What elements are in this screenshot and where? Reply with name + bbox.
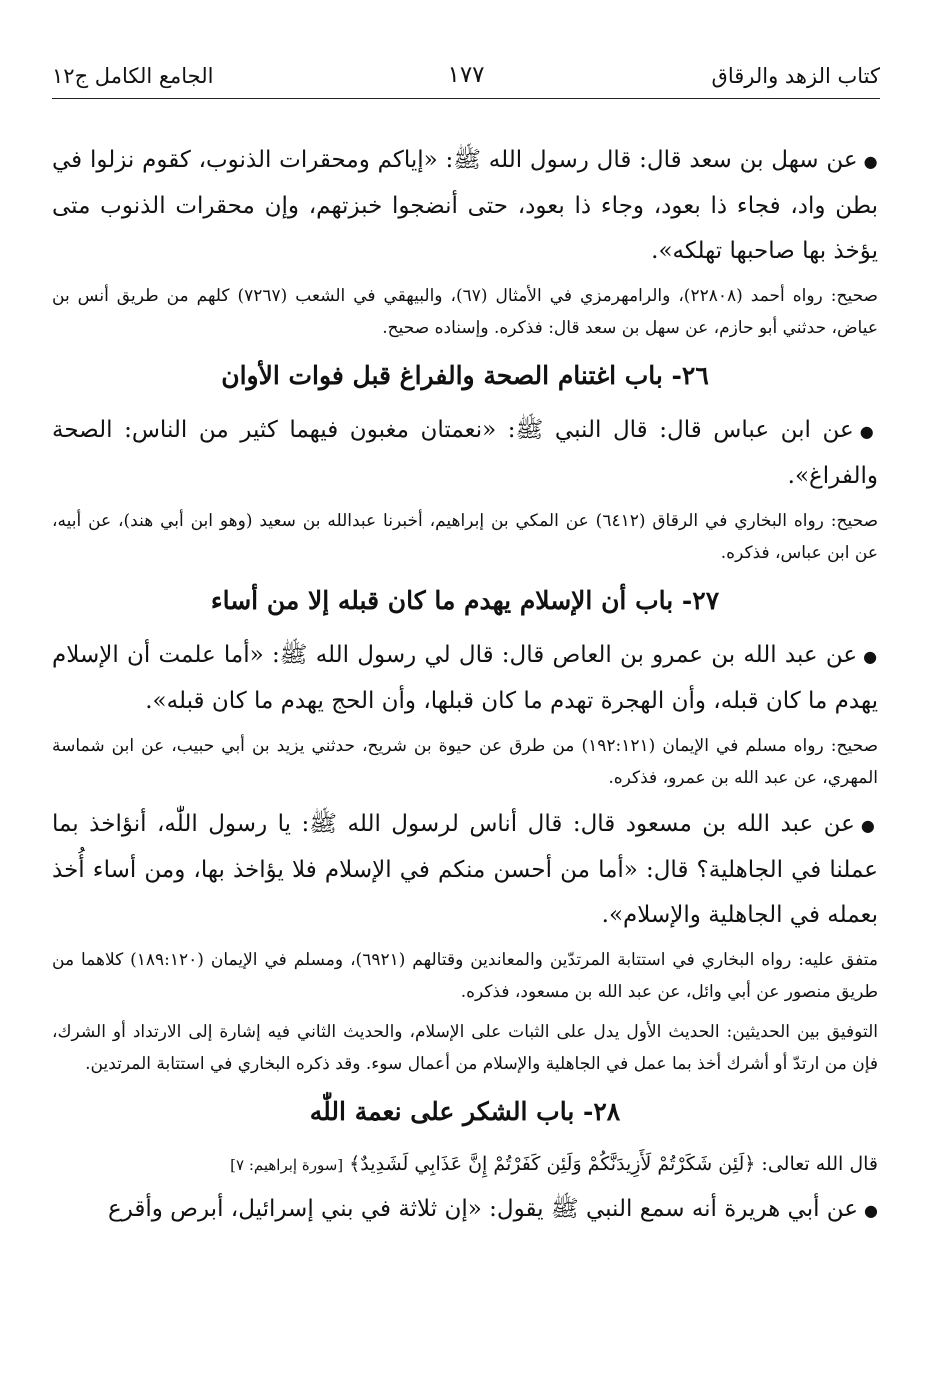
page-body — [52, 138, 878, 1233]
takhrij-note: متفق عليه: رواه البخاري في استتابة المرتدّين والمعاندين وقتالهم (٦٩٢١)، ومسلم في الإيمان (١٨٩:١٢٠) كلاهما من طريق منصور عن أبي وائل، عن عبد الله بن مسعود، فذكره. — [52, 950, 878, 1002]
running-header — [52, 58, 880, 99]
bullet-icon: ● — [864, 1201, 878, 1220]
hadith-paragraph: ●عن ابن عباس قال: قال النبي ﷺ: «نعمتان مغبون فيهما كثير من الناس: الصحة والفراغ». — [52, 417, 878, 489]
bullet-icon: ● — [863, 152, 879, 171]
takhrij-note: صحيح: رواه البخاري في الرقاق (٦٤١٢) عن المكي بن إبراهيم، أخبرنا عبدالله بن سعيد (وهو ابن أبي هند)، عن أبيه، عن ابن عباس، فذكره. — [52, 511, 879, 563]
takhrij-note: صحيح: رواه مسلم في الإيمان (١٩٢:١٢١) من طرق عن حيوة بن شريح، حدثني يزيد بن أبي حبيب، عن ابن شماسة المهري، عن عبد الله بن عمرو، فذكره. — [52, 736, 879, 788]
header-volume-title: الجامع الكامل ج١٢ — [52, 64, 214, 88]
bullet-icon: ● — [863, 647, 879, 666]
reconciliation-note: التوفيق بين الحديثين: الحديث الأول يدل على الثبات على الإسلام، والحديث الثاني فيه إشارة إلى الارتداد أو الشرك، فإن من ارتدّ أو أشرك أخذ بما عمل في الجاهلية والإسلام من أعمال سوء. وقد ذكره البخاري في استتابة المرتدين. — [52, 1022, 878, 1074]
page-number: ١٧٧ — [447, 62, 485, 88]
hadith-paragraph: ●عن عبد الله بن مسعود قال: قال أناس لرسول الله ﷺ: يا رسول اللّٰه، أنؤاخذ بما عملنا في الجاهلية؟ قال: «أما من أحسن منكم في الإسلام فلا يؤاخذ بها، ومن أساء أُخذ بعمله في الجاهلية والإسلام». — [52, 811, 878, 928]
chapter-heading: ٢٧- باب أن الإسلام يهدم ما كان قبله إلا من أساء — [210, 586, 720, 615]
hadith-paragraph: ●عن أبي هريرة أنه سمع النبي ﷺ يقول: «إن ثلاثة في بني إسرائيل، أبرص وأقرع — [107, 1196, 878, 1222]
bullet-icon: ● — [860, 816, 878, 835]
chapter-heading: ٢٦- باب اغتنام الصحة والفراغ قبل فوات الأوان — [221, 361, 709, 390]
hadith-paragraph: ●عن عبد الله بن عمرو بن العاص قال: قال لي رسول الله ﷺ: «أما علمت أن الإسلام يهدم ما كان قبله، وأن الهجرة تهدم ما كان قبلها، وأن الحج يهدم ما كان قبله». — [52, 642, 879, 714]
bullet-icon: ● — [859, 422, 878, 441]
chapter-heading: ٢٨- باب الشكر على نعمة اللّٰه — [309, 1097, 621, 1126]
quran-verse: قال الله تعالى: ﴿لَئِن شَكَرْتُمْ لَأَزِيدَنَّكُمْ وَلَئِن كَفَرْتُمْ إِنَّ عَذَابِي لَشَدِيدٌ﴾ [سورة إبراهيم: ٧] — [230, 1153, 878, 1175]
header-book-title: كتاب الزهد والرقاق — [711, 64, 880, 88]
hadith-paragraph: ●عن سهل بن سعد قال: قال رسول الله ﷺ: «إياكم ومحقرات الذنوب، كقوم نزلوا في بطن واد، فجاء ذا بعود، وجاء ذا بعود، حتى أنضجوا خبزتهم، وإن محقرات الذنوب متى يؤخذ بها صاحبها تهلكه». — [52, 147, 879, 264]
verse-reference: [سورة إبراهيم: ٧] — [230, 1156, 344, 1174]
takhrij-note: صحيح: رواه أحمد (٢٢٨٠٨)، والرامهرمزي في الأمثال (٦٧)، والبيهقي في الشعب (٧٢٦٧) كلهم من طريق أنس بن عياض، حدثني أبو حازم، عن سهل بن سعد قال: فذكره. وإسناده صحيح. — [52, 286, 878, 338]
